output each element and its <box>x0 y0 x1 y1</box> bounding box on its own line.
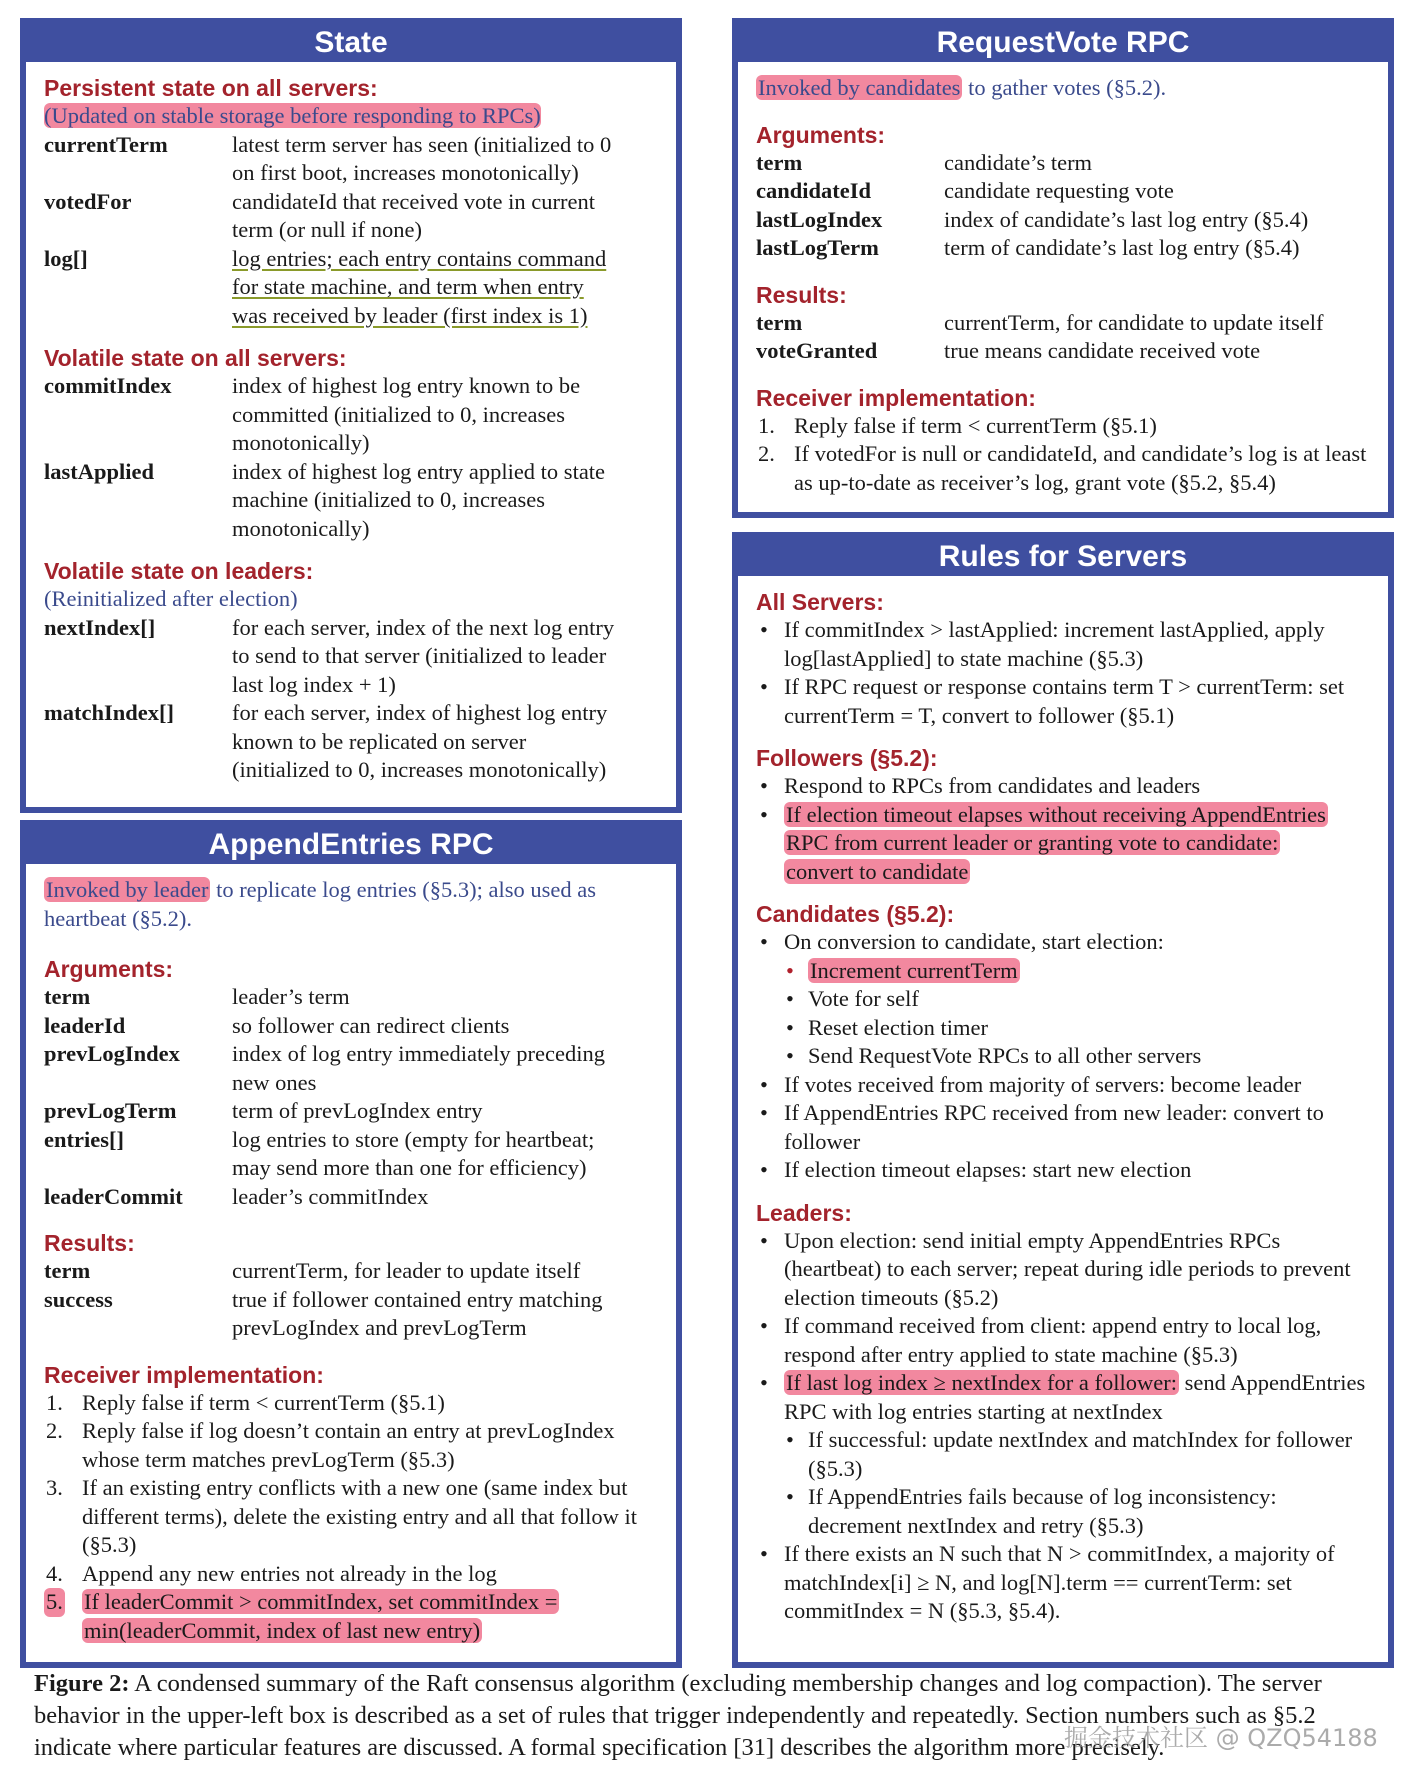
field-row <box>44 372 658 458</box>
field-row <box>44 458 658 544</box>
all-servers-list <box>756 616 1370 730</box>
field-description: true if follower contained entry matching prevLogIndex and prevLogTerm <box>232 1286 603 1340</box>
list-item: • If RPC request or response contains term T > currentTerm: set currentTerm = T, convert to follower (§5.1) <box>756 673 1370 730</box>
field-name: commitIndex <box>44 373 172 398</box>
candidates-list <box>756 928 1370 1185</box>
field-description: for each server, index of highest log entry known to be replicated on server (initialized to 0, increases monotonically) <box>232 700 608 782</box>
field-row <box>44 1183 658 1212</box>
field-description: index of log entry immediately preceding new ones <box>232 1041 606 1095</box>
candidates-heading: Candidates (§5.2): <box>756 901 955 927</box>
rules-box <box>732 532 1394 1668</box>
list-item: • Increment currentTerm <box>784 957 1370 986</box>
leaders-rules-list <box>756 1227 1370 1626</box>
append-receiver-item-5: 5. If leaderCommit > commitIndex, set commitIndex = min(leaderCommit, index of last new entry) <box>46 1589 558 1643</box>
field-name: matchIndex[] <box>44 700 174 725</box>
list-item: • Upon election: send initial empty AppendEntries RPCs (heartbeat) to each server; repeat during idle periods to prevent election timeouts (§5.2) <box>756 1227 1370 1313</box>
figure-text: A condensed summary of the Raft consensus algorithm (excluding membership changes and log compaction). The server behavior in the upper-left box is described as a set of rules that trigger independently and repeatedly. Section numbers such as §5.2 indicate where particular features are discussed. A formal specification [31] describes the algorithm more precisely. <box>34 1670 1322 1761</box>
field-name: term <box>44 1258 91 1283</box>
vote-args-heading: Arguments: <box>756 121 886 148</box>
followers-highlight-item: • If election timeout elapses without receiving AppendEntries RPC from current leader or granting vote to candidate: convert to candidate <box>756 801 1370 887</box>
field-row <box>756 149 1370 178</box>
field-row <box>44 188 658 245</box>
field-description: currentTerm, for leader to update itself <box>232 1258 581 1283</box>
field-name: leaderCommit <box>44 1183 183 1209</box>
vote-receiver-heading: Receiver implementation: <box>756 384 1036 411</box>
volatile-heading: Volatile state on all servers: <box>44 345 347 371</box>
field-name: log[] <box>44 245 88 271</box>
volatile-list <box>44 372 658 543</box>
watermark: 掘金技术社区 @ QZQ54188 <box>1064 1724 1378 1752</box>
field-row <box>756 206 1370 235</box>
field-description: true means candidate received vote <box>944 338 1261 363</box>
append-title: AppendEntries RPC <box>26 826 676 864</box>
field-name: candidateId <box>756 178 872 203</box>
list-item: 2. Reply false if log doesn’t contain an entry at prevLogIndex whose term matches prevLogTerm (§5.3) <box>46 1418 615 1472</box>
field-row <box>756 337 1370 366</box>
list-item: • Respond to RPCs from candidates and leaders <box>756 772 1370 801</box>
field-name: prevLogIndex <box>44 1041 180 1066</box>
list-item: • If successful: update nextIndex and matchIndex for follower (§5.3) <box>784 1426 1370 1483</box>
vote-invoked: Invoked by candidates to gather votes (§5.2). <box>758 75 1167 100</box>
list-item: • If commitIndex > lastApplied: increment lastApplied, apply log[lastApplied] to state machine (§5.3) <box>756 616 1370 673</box>
field-row <box>44 1012 658 1041</box>
list-item: • Vote for self <box>784 985 1370 1014</box>
field-name: leaderId <box>44 1012 126 1038</box>
field-name: nextIndex[] <box>44 614 156 640</box>
field-description: so follower can redirect clients <box>232 1012 510 1038</box>
field-description: term of prevLogIndex entry <box>232 1098 483 1123</box>
field-row <box>756 234 1370 263</box>
field-description: candidate’s term <box>944 149 1093 175</box>
append-results-list <box>44 1257 658 1343</box>
field-name: prevLogTerm <box>44 1098 177 1123</box>
persistent-heading: Persistent state on all servers: <box>44 75 378 101</box>
list-item: • On conversion to candidate, start election: • Increment currentTerm • Vote for self • Reset election timer • Send RequestVote RPCs to all other servers <box>756 928 1370 1071</box>
field-name: voteGranted <box>756 338 878 363</box>
field-name: entries[] <box>44 1126 124 1152</box>
field-row <box>44 1097 658 1126</box>
leaders-state-note: (Reinitialized after election) <box>44 586 298 611</box>
append-invoked: Invoked by leader to replicate log entries (§5.3); also used as heartbeat (§5.2). <box>44 877 596 931</box>
field-row <box>756 309 1370 338</box>
field-description: log entries to store (empty for heartbeat; may send more than one for efficiency) <box>232 1126 595 1180</box>
leaders-sublist <box>784 1426 1370 1540</box>
field-row <box>44 1126 658 1183</box>
list-item: 4. Append any new entries not already in the log <box>46 1560 497 1586</box>
list-item: • If last log index ≥ nextIndex for a follower: send AppendEntries RPC with log entries starting at nextIndex • If successful: update nextIndex and matchIndex for follower (§5.3) • If AppendEntries fails because of log inconsistency: decrement nextIndex and retry (§5.3) <box>756 1369 1370 1540</box>
leaders-rules-heading: Leaders: <box>756 1199 852 1226</box>
list-item: 1. Reply false if term < currentTerm (§5.1) <box>758 412 1157 438</box>
append-invoked-highlight: Invoked by leader <box>46 877 209 902</box>
field-description: index of candidate’s last log entry (§5.4) <box>944 206 1309 232</box>
list-item: • Send RequestVote RPCs to all other servers <box>784 1042 1370 1071</box>
field-description: for each server, index of the next log entry to send to that server (initialized to leader last log index + 1) <box>232 614 615 697</box>
field-description: candidateId that received vote in current term (or null if none) <box>232 188 595 242</box>
append-box <box>20 820 682 1668</box>
vote-results-heading: Results: <box>756 281 847 308</box>
field-name: currentTerm <box>44 131 168 157</box>
list-item: • If AppendEntries RPC received from new leader: convert to follower <box>756 1099 1370 1156</box>
append-args-list <box>44 983 658 1211</box>
field-description: leader’s term <box>232 984 350 1009</box>
field-row <box>44 699 658 785</box>
field-description: log entries; each entry contains command for state machine, and term when entry was received by leader (first index is 1) <box>232 245 607 328</box>
append-results-heading: Results: <box>44 1230 135 1256</box>
field-description: latest term server has seen (initialized to 0 on first boot, increases monotonically) <box>232 131 612 185</box>
field-description: currentTerm, for candidate to update itself <box>944 309 1324 335</box>
field-name: votedFor <box>44 188 132 214</box>
field-name: lastLogIndex <box>756 206 883 232</box>
figure-label: Figure 2: <box>34 1670 130 1697</box>
field-row <box>44 614 658 700</box>
leaders-state-heading: Volatile state on leaders: <box>44 558 314 584</box>
state-title: State <box>26 24 676 62</box>
field-name: term <box>756 149 803 175</box>
vote-args-list <box>756 149 1370 263</box>
followers-list <box>756 772 1370 886</box>
rules-title: Rules for Servers <box>738 538 1388 576</box>
append-receiver-list <box>44 1389 658 1589</box>
field-row <box>44 983 658 1012</box>
persistent-note: (Updated on stable storage before responding to RPCs) <box>44 103 541 128</box>
list-item: 1. Reply false if term < currentTerm (§5.1) <box>46 1389 445 1415</box>
field-description: index of highest log entry applied to state machine (initialized to 0, increases monotonically) <box>232 458 606 541</box>
field-row <box>44 245 658 331</box>
field-name: lastLogTerm <box>756 235 879 260</box>
state-box <box>20 18 682 813</box>
vote-receiver-list <box>756 412 1370 498</box>
vote-invoked-highlight: Invoked by candidates <box>758 75 961 100</box>
list-item: • If election timeout elapses: start new election <box>756 1156 1370 1185</box>
field-row <box>44 1286 658 1343</box>
field-description: term of candidate’s last log entry (§5.4) <box>944 235 1300 260</box>
field-description: leader’s commitIndex <box>232 1183 429 1209</box>
vote-results-list <box>756 309 1370 366</box>
list-item: 3. If an existing entry conflicts with a new one (same index but different terms), delete the existing entry and all that follow it (§5.3) <box>46 1475 638 1557</box>
leaders-state-list <box>44 614 658 785</box>
persistent-list <box>44 131 658 331</box>
list-item: • If votes received from majority of servers: become leader <box>756 1071 1370 1100</box>
append-receiver-heading: Receiver implementation: <box>44 1361 324 1388</box>
list-item: • If command received from client: append entry to local log, respond after entry applied to state machine (§5.3) <box>756 1312 1370 1369</box>
field-row <box>44 1040 658 1097</box>
followers-heading: Followers (§5.2): <box>756 745 938 771</box>
field-row <box>756 177 1370 206</box>
list-item: • If there exists an N such that N > commitIndex, a majority of matchIndex[i] ≥ N, and log[N].term == currentTerm: set commitIndex = N (§5.3, §5.4). <box>756 1540 1370 1626</box>
field-name: term <box>44 984 91 1009</box>
vote-title: RequestVote RPC <box>738 24 1388 62</box>
field-description: index of highest log entry known to be committed (initialized to 0, increases monotonically) <box>232 373 581 455</box>
field-row <box>44 131 658 188</box>
field-name: term <box>756 309 803 335</box>
field-row <box>44 1257 658 1286</box>
all-servers-heading: All Servers: <box>756 589 884 615</box>
candidates-sublist <box>784 957 1370 1071</box>
list-item: • If AppendEntries fails because of log inconsistency: decrement nextIndex and retry (§5.3) <box>784 1483 1370 1540</box>
vote-box <box>732 18 1394 518</box>
list-item: 2. If votedFor is null or candidateId, and candidate’s log is at least as up-to-date as receiver’s log, grant vote (§5.2, §5.4) <box>758 441 1367 495</box>
field-description: candidate requesting vote <box>944 178 1174 203</box>
field-name: success <box>44 1286 113 1312</box>
append-args-heading: Arguments: <box>44 956 174 982</box>
field-name: lastApplied <box>44 458 155 484</box>
list-item: • Reset election timer <box>784 1014 1370 1043</box>
